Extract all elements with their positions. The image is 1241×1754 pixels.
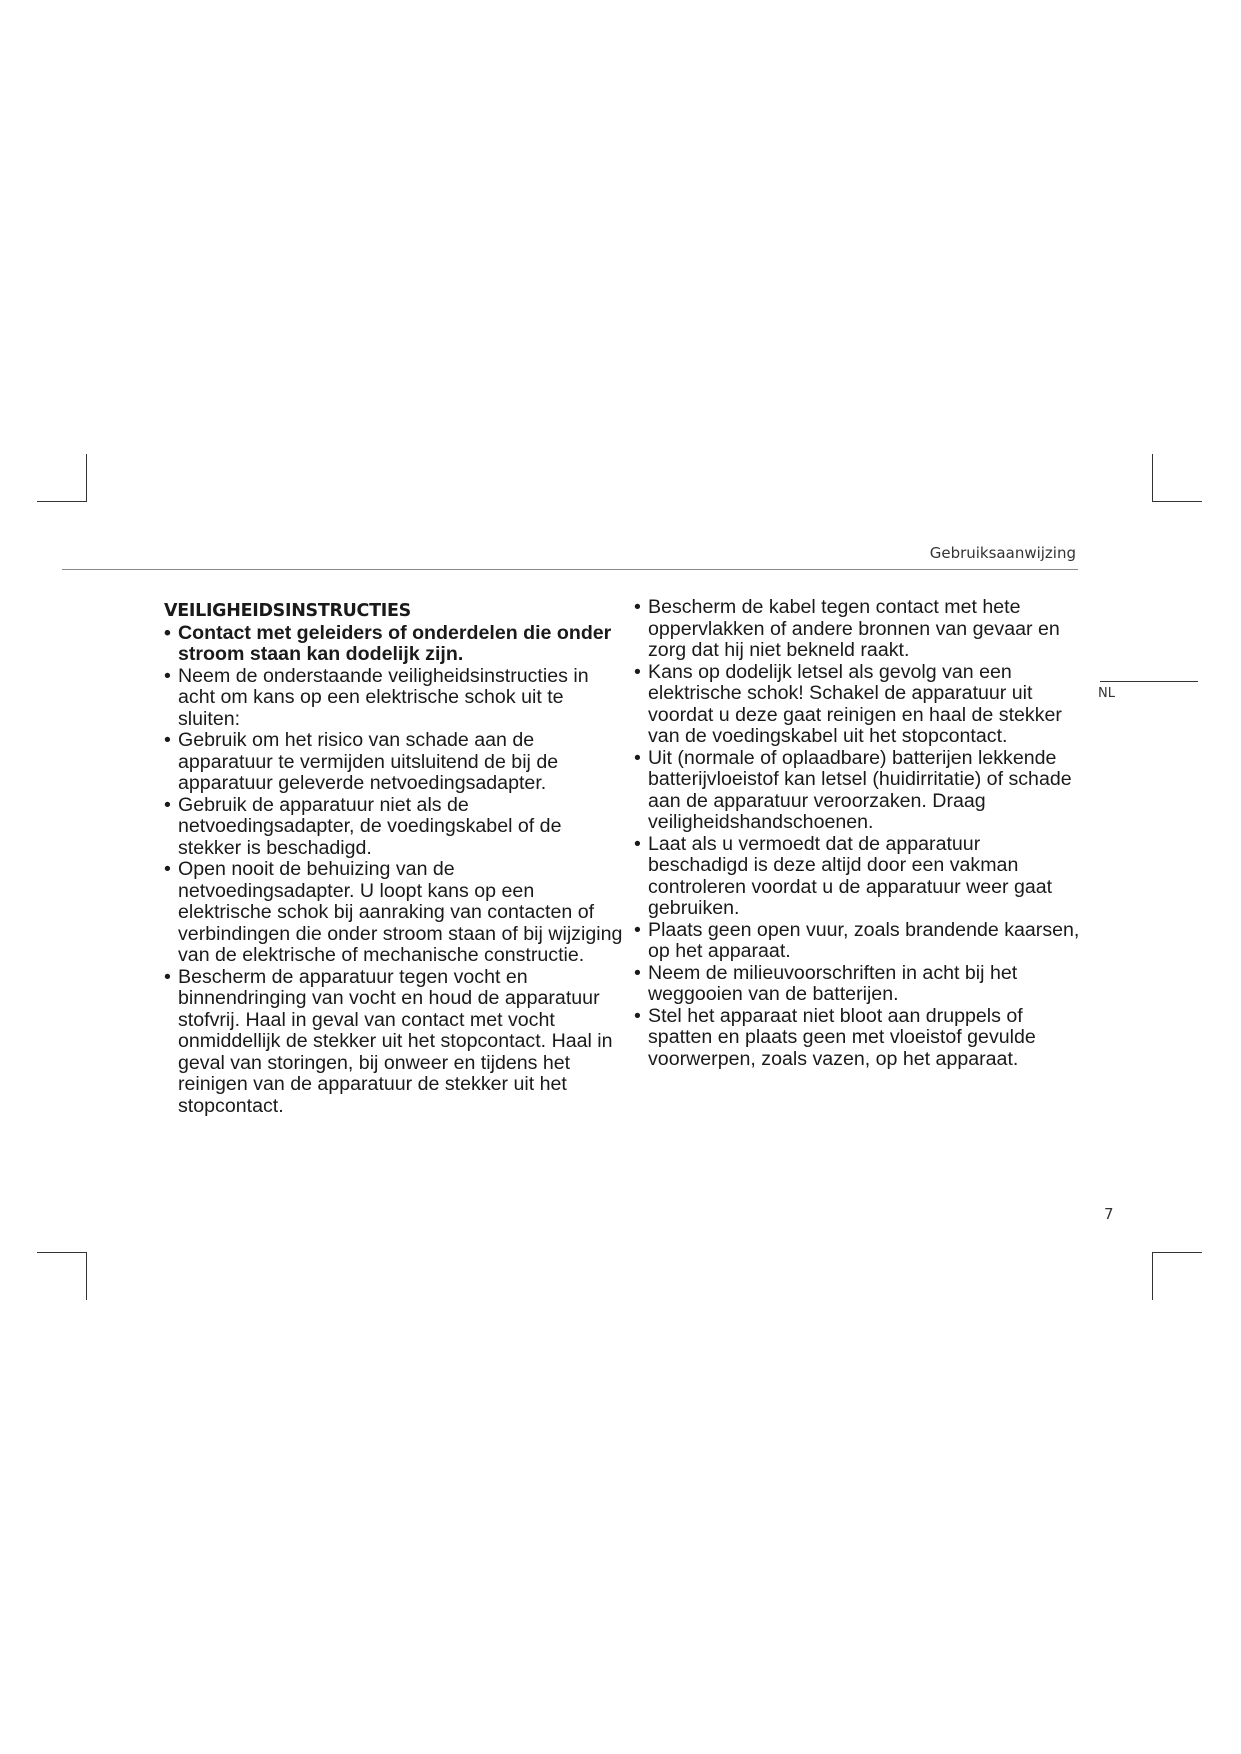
- list-item: • Contact met geleiders of onderdelen die onder stroom staan kan dodelijk zijn.: [164, 623, 624, 666]
- right-column: [634, 597, 1084, 1070]
- list-item: • Kans op dodelijk letsel als gevolg van een elektrische schok! Schakel de apparatuur uit voordat u deze gaat reinigen en haal de stekker van de voedingskabel uit het stopcontact.: [634, 662, 1084, 748]
- list-item: • Plaats geen open vuur, zoals brandende kaarsen, op het apparaat.: [634, 920, 1084, 963]
- crop-mark-bottom-left-vertical: [86, 1252, 87, 1300]
- list-item: • Bescherm de kabel tegen contact met hete oppervlakken of andere bronnen van gevaar en zorg dat hij niet bekneld raakt.: [634, 597, 1084, 662]
- crop-mark-bottom-right-horizontal: [1152, 1252, 1202, 1253]
- safety-list-left: [164, 623, 624, 1118]
- crop-mark-top-left-horizontal: [37, 501, 87, 502]
- list-item: • Neem de milieuvoorschriften in acht bij het weggooien van de batterijen.: [634, 963, 1084, 1006]
- list-item: • Gebruik de apparatuur niet als de netvoedingsadapter, de voedingskabel of de stekker is beschadigd.: [164, 795, 624, 860]
- document-title: Gebruiksaanwijzing: [929, 544, 1076, 562]
- section-heading: VEILIGHEIDSINSTRUCTIES: [164, 601, 411, 621]
- crop-mark-bottom-left-horizontal: [37, 1252, 87, 1253]
- language-tab: NL: [1098, 686, 1115, 701]
- list-item: • Stel het apparaat niet bloot aan druppels of spatten en plaats geen met vloeistof gevulde voorwerpen, zoals vazen, op het apparaat.: [634, 1006, 1084, 1071]
- list-item: • Gebruik om het risico van schade aan de apparatuur te vermijden uitsluitend de bij de apparatuur geleverde netvoedingsadapter.: [164, 730, 624, 795]
- list-item: • Uit (normale of oplaadbare) batterijen lekkende batterijvloeistof kan letsel (huidirritatie) of schade aan de apparatuur veroorzaken. Draag veiligheidshandschoenen.: [634, 748, 1084, 834]
- list-item: • Bescherm de apparatuur tegen vocht en binnendringing van vocht en houd de apparatuur stofvrij. Haal in geval van contact met vocht onmiddellijk de stekker uit het stopcontact. Haal in geval van storingen, bij onweer en tijdens het reinigen van de apparatuur de stekker uit het stopcontact.: [164, 967, 624, 1118]
- list-item: • Open nooit de behuizing van de netvoedingsadapter. U loopt kans op een elektrische schok bij aanraking van contacten of verbindingen die onder stroom staan of bij wijziging van de elektrische of mechanische constructie.: [164, 859, 624, 967]
- crop-mark-top-left-vertical: [86, 454, 87, 502]
- safety-list-right: [634, 597, 1084, 1070]
- crop-mark-top-right-vertical: [1152, 454, 1153, 502]
- list-item: • Laat als u vermoedt dat de apparatuur beschadigd is deze altijd door een vakman controleren voordat u de apparatuur weer gaat gebruiken.: [634, 834, 1084, 920]
- language-tab-divider: [1100, 681, 1198, 682]
- left-column: [164, 601, 624, 1117]
- page-number: 7: [1104, 1205, 1114, 1223]
- crop-mark-bottom-right-vertical: [1152, 1252, 1153, 1300]
- header-divider: [62, 569, 1078, 570]
- list-item: • Neem de onderstaande veiligheidsinstructies in acht om kans op een elektrische schok uit te sluiten:: [164, 666, 624, 731]
- crop-mark-top-right-horizontal: [1152, 501, 1202, 502]
